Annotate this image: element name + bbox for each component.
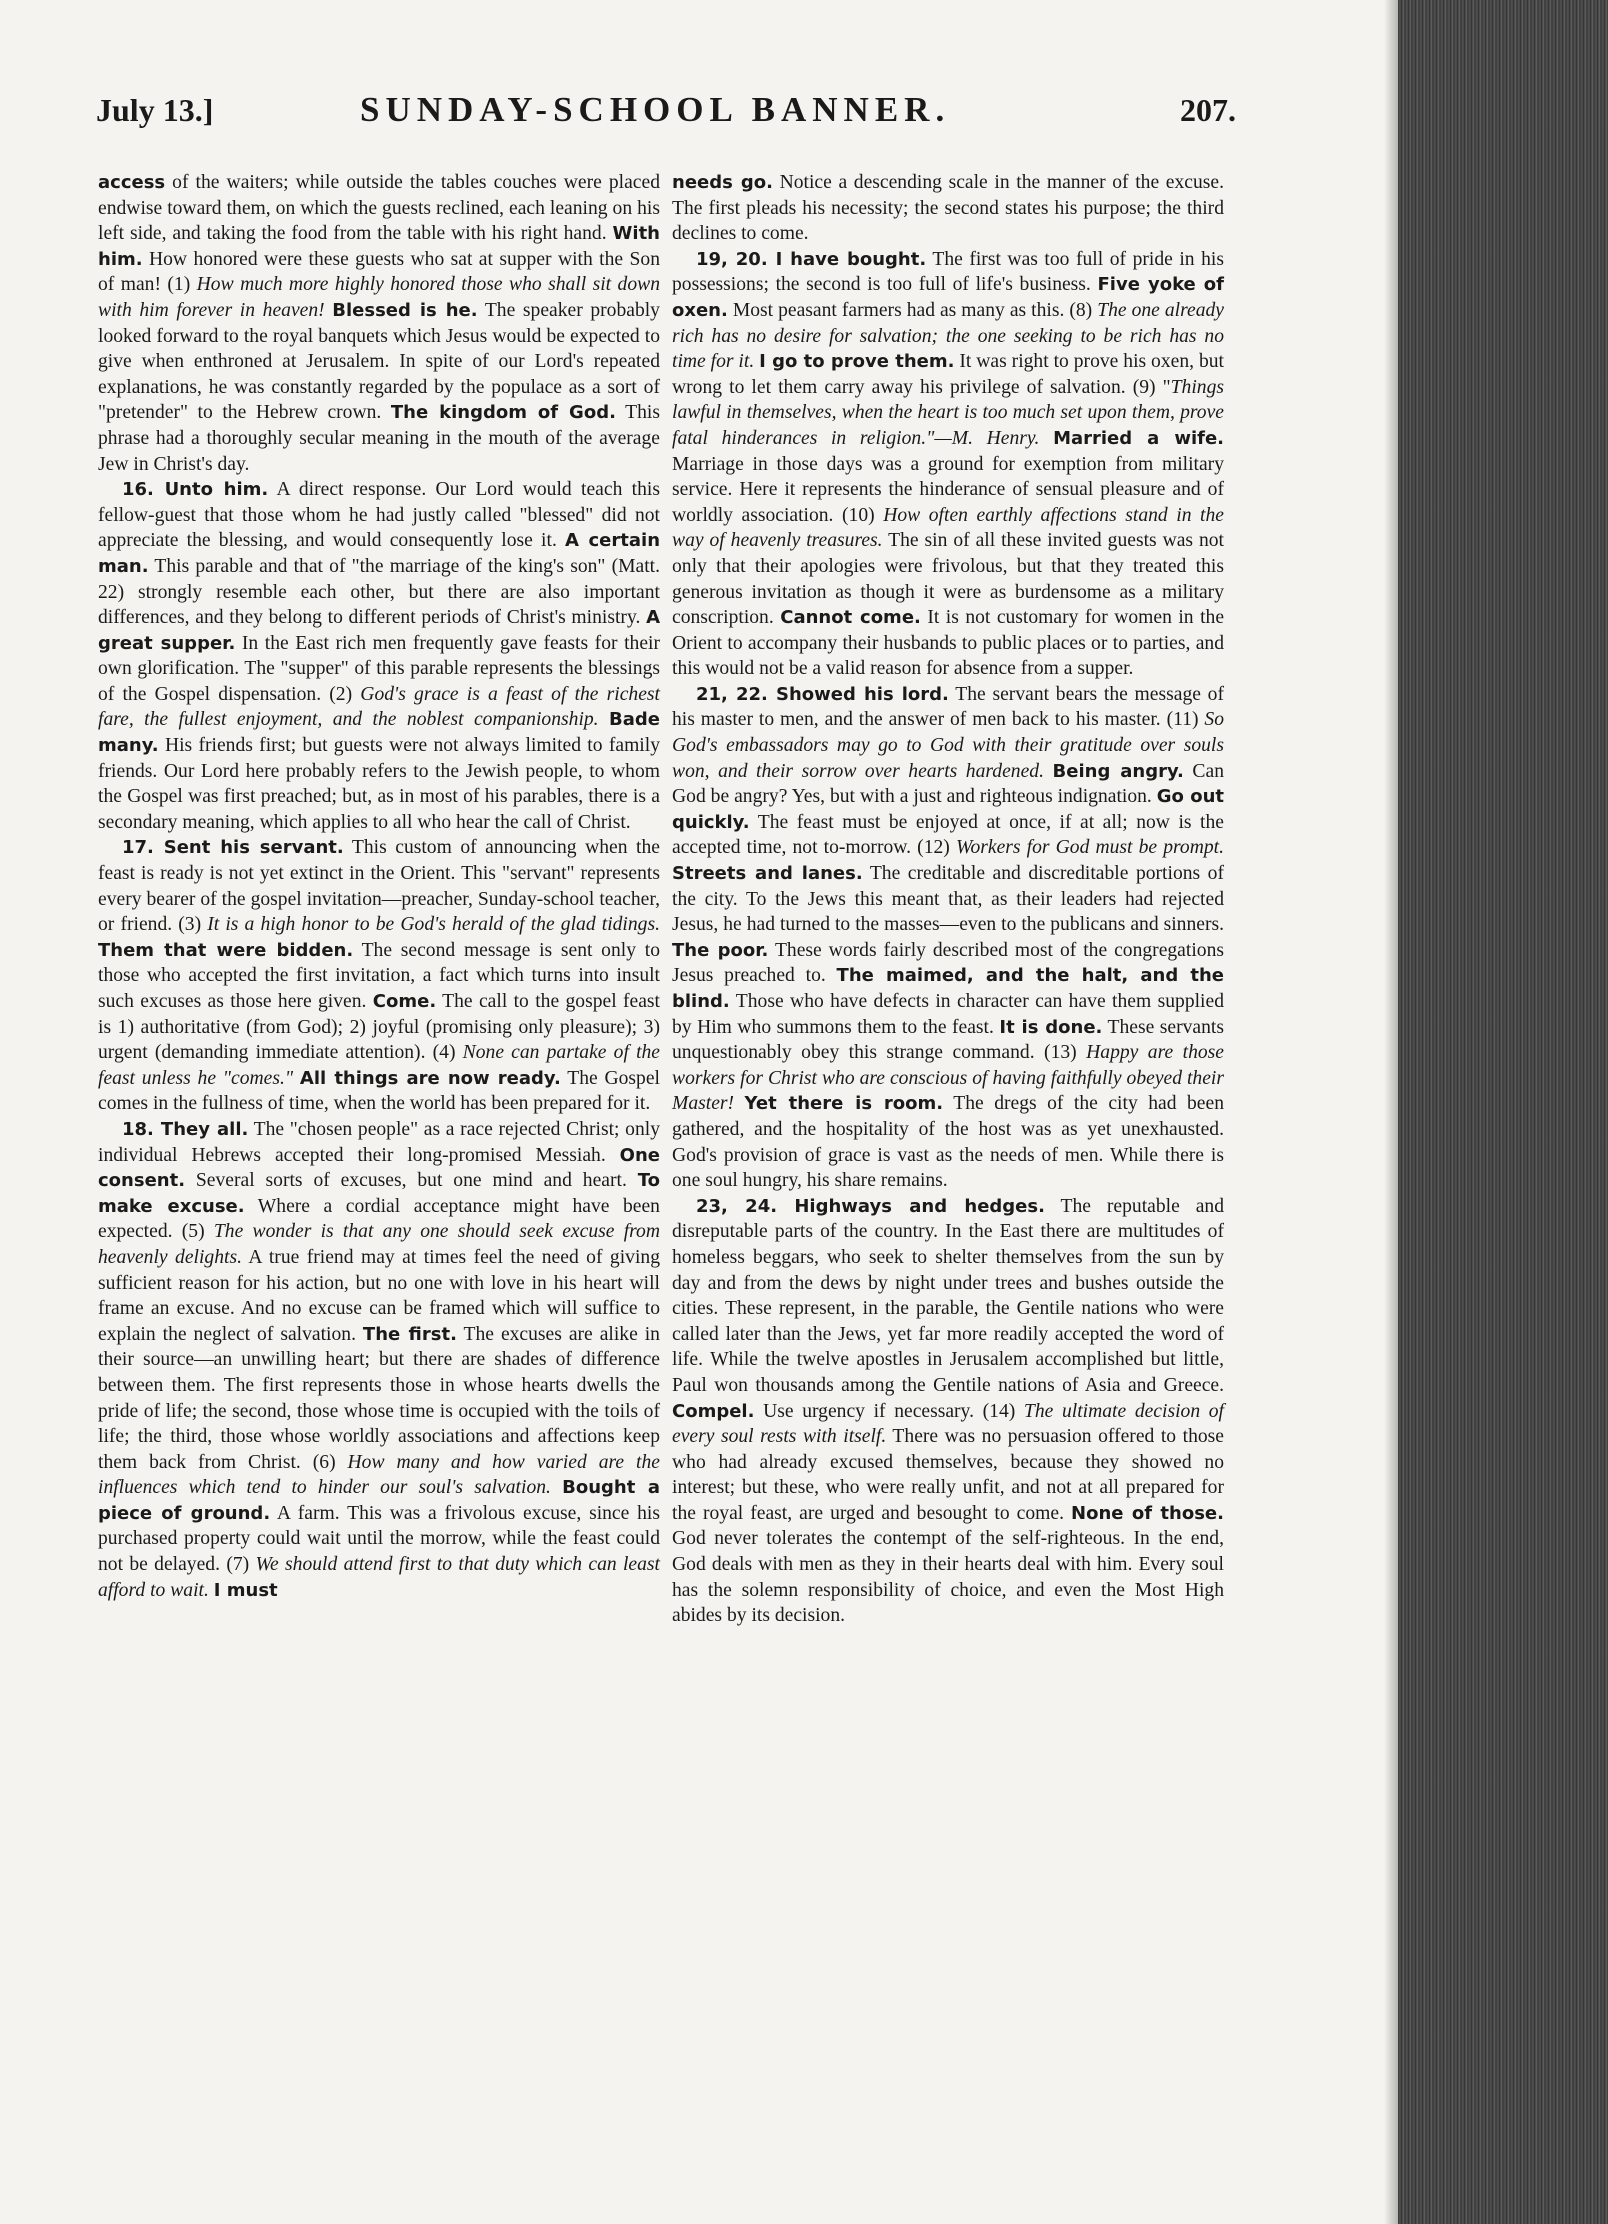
paragraph bbox=[672, 682, 1224, 1194]
bold-term: To make excuse. bbox=[98, 1170, 660, 1217]
body-text: Use urgency if necessary. (14) bbox=[754, 1400, 1024, 1422]
body-text: These words fairly described most of the congregations Jesus preached to. bbox=[672, 939, 1224, 987]
bold-term: Being angry. bbox=[1052, 760, 1184, 782]
header-date: July 13.] bbox=[96, 92, 214, 128]
bold-term: access bbox=[98, 172, 166, 193]
body-text: The second message is sent only to those who accepted the first invitation, a fact which turns into insult such excuses as those here given. bbox=[98, 939, 661, 1012]
body-text: It is not customary for women in the Orient to accompany their husbands to public places or to parties, and this would not be a valid reason for absence from a supper. bbox=[672, 607, 1225, 680]
italic-lesson: So God's embassadors may go to God with their gratitude over souls won, and their sorrow over hearts hardened. bbox=[672, 709, 1224, 782]
publication-title: SUNDAY-SCHOOL BANNER. bbox=[360, 90, 951, 129]
bold-term: Them that were bidden. bbox=[98, 939, 354, 961]
body-text bbox=[599, 709, 609, 730]
paragraph bbox=[672, 170, 1224, 247]
bold-term: Come. bbox=[372, 991, 437, 1012]
bold-term: One consent. bbox=[98, 1144, 660, 1192]
italic-lesson: Happy are those workers for Christ who are conscious of having faithfully obeyed their Master! bbox=[672, 1042, 1224, 1115]
bold-term: Go out quickly. bbox=[672, 786, 1224, 833]
bold-term: 18. They all. bbox=[122, 1118, 249, 1140]
italic-lesson: Workers for God must be prompt. bbox=[955, 837, 1225, 859]
body-text: These servants unquestionably obey this strange command. (13) bbox=[672, 1016, 1224, 1064]
body-text: There was no persuasion offered to those who had already excused themselves, because they showed no interest; but these, who were really unfit, and not at all prepared for the royal feast, are urged and besought to come. bbox=[672, 1426, 1224, 1524]
body-text: How honored were these guests who sat at supper with the Son of man! (1) bbox=[98, 248, 660, 296]
bold-term: Married a wife. bbox=[1053, 427, 1224, 449]
italic-lesson: How many and how varied are the influences which tend to hinder our soul's salvation. bbox=[98, 1451, 660, 1499]
body-text bbox=[293, 1068, 300, 1089]
italic-lesson: The ultimate decision of every soul rests with itself. bbox=[672, 1400, 1224, 1448]
bold-term: Compel. bbox=[672, 1400, 755, 1422]
body-text: A direct response. Our Lord would teach this fellow-guest that those whom he had justly called "blessed" did not appreciate the blessing, and would consequently lose it. bbox=[98, 479, 660, 552]
body-text bbox=[734, 1093, 745, 1114]
bold-term: A great supper. bbox=[98, 607, 660, 654]
body-text: The creditable and discreditable portions of the city. To the Jews this meant that, as their leaders had rejected Jesus, he had turned to the masses—even to the publicans and sinners. bbox=[672, 863, 1224, 936]
body-text bbox=[1039, 428, 1053, 449]
body-text: It was right to prove his oxen, but wrong to let them carry away his privilege of salvation. (9) " bbox=[672, 351, 1224, 398]
bold-term: The poor. bbox=[672, 939, 769, 961]
paragraph bbox=[98, 170, 660, 477]
body-text: Can God be angry? Yes, but with a just and righteous indignation. bbox=[672, 760, 1224, 808]
paragraph bbox=[98, 835, 660, 1117]
bold-term: Bade many. bbox=[98, 709, 660, 757]
bold-term: I go to prove them. bbox=[759, 351, 955, 373]
italic-lesson: None can partake of the feast unless he "comes." bbox=[98, 1042, 660, 1089]
body-text: The reputable and disreputable parts of the country. In the East there are multitudes of homeless beggars, who seek to shelter themselves from the sun by day and from the dews by night under trees and bushes outside the cities. These represent, in the parable, the Gentile nations who were called later than the Jews, yet far more readily accepted the word of life. While the twelve apostles in Jerusalem accomplished but little, Paul won thousands among the Gentile nations of Asia and Greece. bbox=[672, 1195, 1224, 1396]
body-text: This custom of announcing when the feast is ready is not yet extinct in the Orient. This "servant" represents every bearer of the gospel invitation—preacher, Sunday-school teacher, or friend. (3) bbox=[98, 837, 660, 936]
body-text: The Gospel comes in the fullness of time, when the world has been prepared for it. bbox=[98, 1067, 660, 1115]
body-text: Notice a descending scale in the manner of the excuse. The first pleads his necessity; the second states his purpose; the third declines to come. bbox=[672, 172, 1225, 245]
body-text: The servant bears the message of his master to men, and the answer of men back to his master. (11) bbox=[672, 683, 1224, 731]
body-text: The dregs of the city had been gathered, and the hospitality of the host was as yet unexhausted. God's provision of grace is vast as the needs of men. While there is one soul hungry, his share remains. bbox=[672, 1093, 1224, 1192]
paragraph bbox=[672, 1194, 1224, 1629]
bold-term: It is done. bbox=[999, 1016, 1103, 1038]
body-text: Marriage in those days was a ground for exemption from military service. Here it represents the hinderance of sensual pleasure and of worldly association. (10) bbox=[672, 453, 1224, 526]
body-text bbox=[551, 1477, 562, 1498]
bold-term: 21, 22. Showed his lord. bbox=[696, 683, 949, 705]
bold-term: Bought a piece of ground. bbox=[98, 1477, 660, 1524]
bold-term: Five yoke of oxen. bbox=[672, 274, 1224, 321]
bold-term: 17. Sent his servant. bbox=[122, 837, 344, 859]
italic-lesson: It is a high honor to be God's herald of the glad tidings. bbox=[207, 914, 660, 936]
italic-lesson: The wonder is that any one should seek excuse from heavenly delights. bbox=[98, 1221, 660, 1268]
running-header bbox=[96, 86, 1236, 146]
bold-term: 19, 20. I have bought. bbox=[696, 248, 927, 270]
italic-lesson: We should attend first to that duty which can least afford to wait. bbox=[98, 1554, 660, 1601]
body-text: Several sorts of excuses, but one mind and heart. bbox=[185, 1170, 638, 1192]
page-gutter-shadow bbox=[1384, 0, 1398, 2224]
body-text: of the waiters; while outside the tables couches were placed endwise toward them, on which the guests reclined, each leaning on his left side, and taking the food from the table with his right hand. bbox=[98, 172, 660, 245]
right-text-column bbox=[672, 170, 1224, 1629]
book-page-edges bbox=[1398, 0, 1608, 2224]
body-text: In the East rich men frequently gave feasts for their own glorification. The "supper" of this parable represents the blessings of the Gospel dispensation. (2) bbox=[98, 632, 660, 705]
body-text: Most peasant farmers had as many as this. (8) bbox=[727, 299, 1098, 321]
paragraph bbox=[672, 247, 1224, 682]
bold-term: Yet there is room. bbox=[744, 1093, 944, 1115]
body-text: Where a cordial acceptance might have been expected. (5) bbox=[98, 1195, 660, 1243]
italic-lesson: How much more highly honored those who shall sit down with him forever in heaven! bbox=[98, 274, 660, 321]
bold-term: A certain man. bbox=[98, 530, 661, 577]
bold-term: All things are now ready. bbox=[299, 1067, 561, 1089]
body-text: A true friend may at times feel the need of giving sufficient reason for his action, but no one with love in his heart will frame an excuse. And no excuse can be framed which will suffice to explain the neglect of salvation. bbox=[98, 1246, 660, 1345]
body-text: The "chosen people" as a race rejected Christ; only individual Hebrews accepted their long-promised Messiah. bbox=[98, 1118, 660, 1166]
italic-lesson: God's grace is a feast of the richest fare, the fullest enjoyment, and the noblest companionship. bbox=[98, 683, 660, 731]
bold-term: Streets and lanes. bbox=[672, 863, 863, 885]
paragraph bbox=[98, 477, 660, 835]
body-text: Those who have defects in character can have them supplied by Him who summons them to the feast. bbox=[672, 991, 1224, 1038]
bold-term: Blessed is he. bbox=[332, 299, 478, 321]
bold-term: Cannot come. bbox=[780, 607, 921, 629]
bold-term: 16. Unto him. bbox=[122, 479, 269, 501]
page-number: 207. bbox=[1180, 92, 1236, 128]
italic-lesson: Things lawful in themselves, when the heart is too much set upon them, prove fatal hinderances in religion."—M. Henry. bbox=[672, 376, 1224, 449]
body-text: The call to the gospel feast is 1) authoritative (from God); 2) joyful (promising only pleasure); 3) urgent (demanding immediate attention). (4) bbox=[98, 991, 660, 1064]
bold-term: None of those. bbox=[1071, 1502, 1224, 1524]
body-text: The first was too full of pride in his possessions; the second is too full of life's business. bbox=[672, 248, 1224, 296]
bold-term: needs go. bbox=[672, 172, 773, 193]
bold-term: The first. bbox=[362, 1323, 457, 1345]
body-text: This phrase had a thoroughly secular meaning in the mouth of the average Jew in Christ's day. bbox=[98, 402, 660, 475]
bold-term: The maimed, and the halt, and the blind. bbox=[672, 965, 1224, 1012]
body-text: The speaker probably looked forward to the royal banquets which Jesus would be expected to give when enthroned at Jerusalem. In spite of our Lord's repeated explanations, he was constantly regarded by the populace as a sort of "pretender" to the Hebrew crown. bbox=[98, 299, 660, 424]
body-text: His friends first; but guests were not always limited to family friends. Our Lord here probably refers to the Jewish people, to whom the Gospel was first preached; but, as in most of his parables, there is a secondary meaning, which applies to all who hear the call of Christ. bbox=[98, 735, 660, 833]
body-text bbox=[1044, 761, 1053, 782]
body-text: God never tolerates the contempt of the self-righteous. In the end, God deals with men as they in their hearts deal with him. Every soul has the solemn responsibility of choice, and even the Most High abides by its decision. bbox=[672, 1528, 1224, 1627]
body-text: The sin of all these invited guests was not only that their apologies were frivolous, but that they treated this generous invitation as though it were as burdensome as a military conscription. bbox=[672, 530, 1225, 629]
bold-term: I must bbox=[213, 1579, 278, 1601]
body-text: The feast must be enjoyed at once, if at all; now is the accepted time, not to-morrow. (12) bbox=[672, 811, 1224, 859]
italic-lesson: The one already rich has no desire for salvation; the one seeking to be rich has no time for it. bbox=[672, 299, 1224, 373]
left-text-column bbox=[98, 170, 660, 1603]
bold-term: The kingdom of God. bbox=[390, 402, 616, 424]
paragraph bbox=[98, 1117, 660, 1603]
body-text: This parable and that of "the marriage of the king's son" (Matt. 22) strongly resemble each other, but there are also important differences, and they belong to different periods of Christ's ministry. bbox=[98, 555, 660, 629]
body-text: The excuses are alike in their source—an unwilling heart; but there are shades of difference between them. The first represents those in whose hearts dwells the pride of life; the second, those whose time is occupied with the toils of life; the third, those whose worldly associations and affections keep them back from Christ. (6) bbox=[98, 1323, 660, 1473]
italic-lesson: How often earthly affections stand in the way of heavenly treasures. bbox=[672, 504, 1224, 552]
bold-term: With him. bbox=[98, 223, 660, 270]
body-text: A farm. This was a frivolous excuse, since his purchased property could wait until the morrow, while the feast could not be delayed. (7) bbox=[98, 1502, 660, 1576]
bold-term: 23, 24. Highways and hedges. bbox=[696, 1195, 1045, 1217]
